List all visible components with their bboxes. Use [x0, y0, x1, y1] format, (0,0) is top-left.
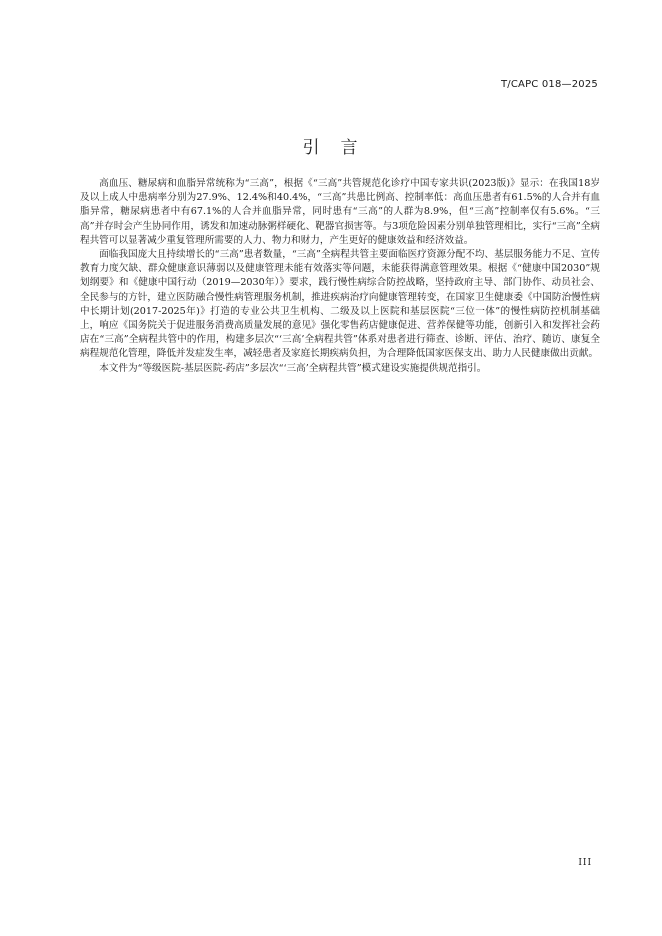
paragraph-background: 面临我国庞大且持续增长的“三高”患者数量，“三高”全病程共管主要面临医疗资源分配不均、基层服务能力不足、宣传教育力度欠缺、群众健康意识薄弱以及健康管理未能有效落实等问题，未能获得满意管理效果。根据《“健康中国2030”规划纲要》和《健康中国行动（2019—2030年）》要求，践行慢性病综合防控战略，坚持政府主导、部门协作、动员社会、全民参与的方针，建立医防融合慢性病管理服务机制，推进疾病治疗向健康管理转变，在国家卫生健康委《中国防治慢性病中长期计划(2017-2025年)》打造的专业公共卫生机构、二级及以上医院和基层医院“三位一体”的慢性病防控机制基础上，响应《国务院关于促进服务消费高质量发展的意见》强化零售药店健康促进、营养保健等功能，创新引入和发挥社会药店在“三高”全病程共管中的作用，构建多层次“‘三高’全病程共管”体系对患者进行筛查、诊断、评估、治疗、随访、康复全病程规范化管理，降低并发症发生率，减轻患者及家庭长期疾病负担，为合理降低国家医保支出、助力人民健康做出贡献。: [80, 249, 600, 360]
section-title: 引 言: [302, 138, 360, 158]
paragraph-intro: 高血压、糖尿病和血脂异常统称为“三高”，根据《“三高”共管规范化诊疗中国专家共识(2023版)》显示：在我国18岁及以上成人中患病率分别为27.9%、12.4%和40.4%，“三高”共患比例高、控制率低：高血压患者有61.5%的人合并有血脂异常，糖尿病患者中有67.1%的人合并血脂异常，同时患有“三高”的人群为8.9%，但“三高”控制率仅有5.6%。“三高”并存时会产生协同作用，诱发和加速动脉粥样硬化、靶器官损害等。与3项危险因素分别单独管理相比，实行“三高”全病程共管可以显著减少重复管理所需要的人力、物力和财力，产生更好的健康效益和经济效益。: [80, 178, 600, 246]
document-code: T/CAPC 018—2025: [500, 79, 598, 90]
page-number: III: [578, 858, 592, 868]
paragraph-scope: 本文件为“等级医院-基层医院-药店”多层次“‘三高’全病程共管”模式建设实施提供规范指引。: [99, 362, 487, 374]
body-text: [80, 177, 600, 376]
